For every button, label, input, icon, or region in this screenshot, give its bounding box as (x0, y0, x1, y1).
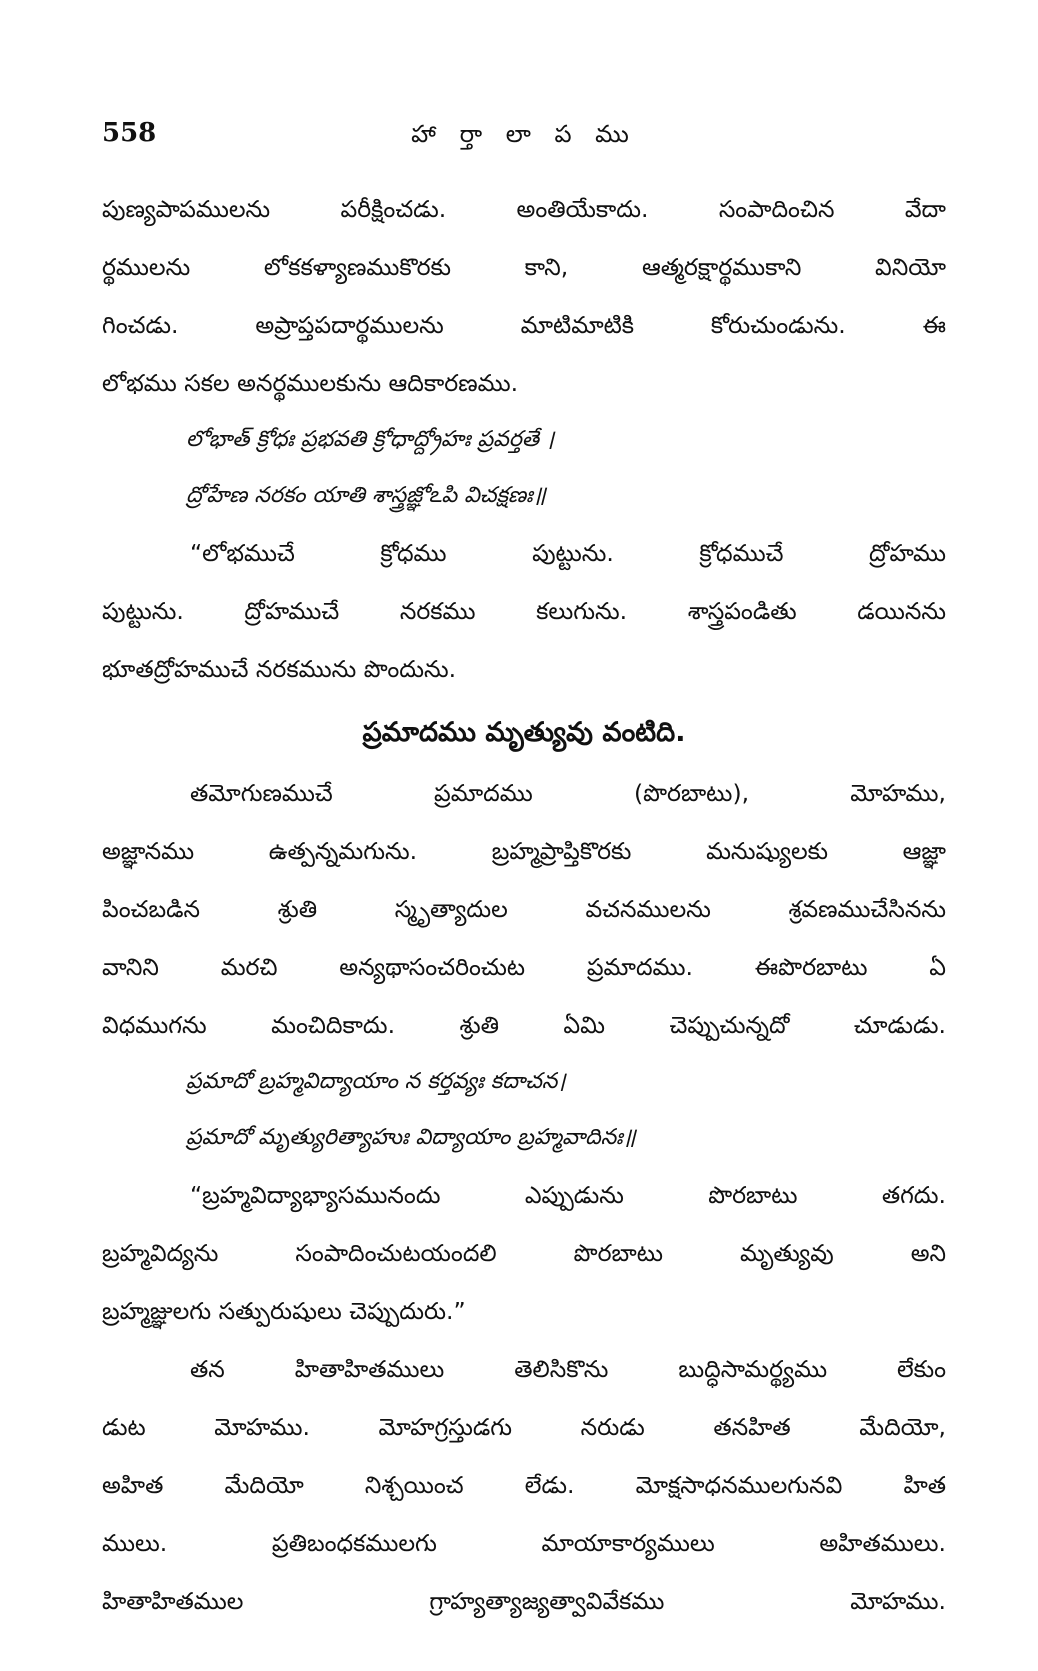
paragraph-verse-meaning-2 (102, 1166, 946, 1340)
page-number: 558 (102, 118, 157, 148)
text-line: గించడు. అప్రాప్తపదార్థములను మాటిమాటికి కోరుచుండును. ఈ (102, 311, 946, 339)
text-line: ర్థములను లోకకళ్యాణముకొరకు కాని, ఆత్మరక్షార్థముకాని వినియో (102, 253, 946, 281)
paragraph-pramada (102, 764, 946, 1054)
sanskrit-verse-lobha (102, 412, 946, 524)
text-line: తమోగుణముచే ప్రమాదము (పొరబాటు), మోహము, (190, 779, 946, 807)
verse-line: ద్రోహేణ నరకం యాతి శాస్త్రజ్ఞోఽపి విచక్షణః॥ (186, 483, 546, 508)
paragraph-moha (102, 1340, 946, 1630)
text-line: అహిత మేదియో నిశ్చయించ లేడు. మోక్షసాధనములగునవి హిత (102, 1471, 946, 1499)
sanskrit-verse-pramada (102, 1054, 946, 1166)
text-line: “లోభముచే క్రోధము పుట్టును. క్రోధముచే ద్రోహము (190, 539, 946, 567)
text-line: పుణ్యపాపములను పరీక్షించడు. అంతియేకాదు. సంపాదించిన వేదా (102, 195, 946, 223)
text-line: హితాహితముల గ్రాహ్యత్యాజ్యత్వావివేకము మోహము. (102, 1587, 946, 1615)
text-line: పుట్టును. ద్రోహముచే నరకము కలుగును. శాస్త్రపండితు డయినను (102, 597, 946, 625)
text-line: వానిని మరచి అన్యథాసంచరించుట ప్రమాదము. ఈపొరబాటు ఏ (102, 953, 946, 981)
section-heading: ప్రమాదము మృత్యువు వంటిది. (362, 717, 686, 748)
text-line: బ్రహ్మజ్ఞులగు సత్పురుషులు చెప్పుదురు.” (102, 1297, 466, 1325)
text-line: బ్రహ్మవిద్యను సంపాదించుటయందలి పొరబాటు మృత్యువు అని (102, 1239, 946, 1267)
paragraph-lobha (102, 180, 946, 412)
text-line: ములు. ప్రతిబంధకములగు మాయాకార్యములు అహితములు. (102, 1529, 946, 1557)
text-line: అజ్ఞానము ఉత్పన్నమగును. బ్రహ్మప్రాప్తికొరకు మనుష్యులకు ఆజ్ఞా (102, 837, 946, 865)
text-line: తన హితాహితములు తెలిసికొను బుద్ధిసామర్థ్యము లేకుం (190, 1355, 946, 1383)
text-line: పించబడిన శ్రుతి స్మృత్యాదుల వచనములను శ్రవణముచేసినను (102, 895, 946, 923)
text-line: లోభము సకల అనర్థములకును ఆదికారణము. (102, 369, 519, 397)
text-line: భూతద్రోహముచే నరకమును పొందును. (102, 655, 457, 683)
paragraph-verse-meaning-1 (102, 524, 946, 698)
verse-line: లోభాత్ క్రోధః ప్రభవతి క్రోధాద్ద్రోహః ప్రవర్తతే । (186, 427, 555, 452)
page-header (102, 118, 946, 158)
verse-line: ప్రమాదో మృత్యురిత్యాహుః విద్యాయాం బ్రహ్మవాదినః॥ (186, 1125, 636, 1150)
text-line: విధముగను మంచిదికాదు. శ్రుతి ఏమి చెప్పుచున్నదో చూడుడు. (102, 1011, 946, 1039)
text-line: “బ్రహ్మవిద్యాభ్యాసమునందు ఎప్పుడును పొరబాటు తగదు. (190, 1181, 946, 1209)
running-title: హా ర్తా లా ప ము (411, 120, 637, 148)
verse-line: ప్రమాదో బ్రహ్మవిద్యాయాం న కర్తవ్యః కదాచన। (186, 1069, 566, 1094)
text-line: డుట మోహము. మోహగ్రస్తుడగు నరుడు తనహిత మేదియో, (102, 1413, 946, 1441)
